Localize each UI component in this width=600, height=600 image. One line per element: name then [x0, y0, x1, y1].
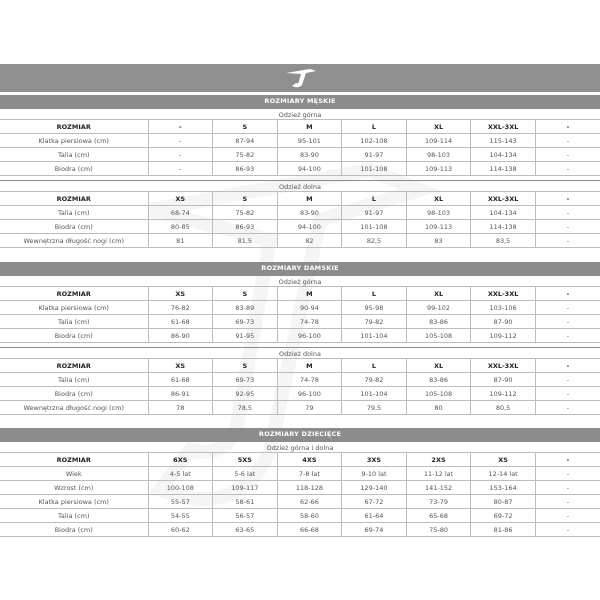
size-header-cell: -	[535, 192, 600, 206]
measure-label: Wewnętrzna długość nogi (cm)	[0, 234, 148, 248]
size-value-cell: 69-73	[213, 373, 278, 387]
size-value-cell: 87-90	[471, 315, 536, 329]
size-value-cell: 114-138	[471, 220, 536, 234]
size-header-cell: XS	[148, 359, 213, 373]
size-header-cell: 4XS	[277, 453, 342, 467]
size-header-cell: XS	[148, 287, 213, 301]
size-header-cell: 6XS	[148, 453, 213, 467]
size-value-cell: 95-98	[342, 301, 407, 315]
size-value-cell: 91-97	[342, 206, 407, 220]
size-value-cell: 129-140	[342, 481, 407, 495]
size-value-cell: -	[535, 467, 600, 481]
men-top-table	[0, 120, 600, 176]
size-value-cell: 96-100	[277, 329, 342, 343]
size-value-cell: -	[535, 373, 600, 387]
size-value-cell: 109-113	[406, 162, 471, 176]
size-value-cell: -	[535, 206, 600, 220]
size-value-cell: 78,5	[213, 401, 278, 415]
size-value-cell: 58-60	[277, 509, 342, 523]
size-value-cell: -	[535, 401, 600, 415]
size-value-cell: 68-74	[148, 206, 213, 220]
size-value-cell: 69-72	[471, 509, 536, 523]
size-value-cell: 82,5	[342, 234, 407, 248]
size-header-cell: S	[213, 120, 278, 134]
size-header-cell: L	[342, 120, 407, 134]
size-value-cell: 101-104	[342, 387, 407, 401]
size-header-cell: M	[277, 120, 342, 134]
table-row	[0, 206, 600, 220]
size-value-cell: 83	[406, 234, 471, 248]
size-header-cell: -	[535, 359, 600, 373]
size-value-cell: 98-103	[406, 148, 471, 162]
table-header-row	[0, 453, 600, 467]
size-value-cell: 75-82	[213, 148, 278, 162]
size-value-cell: 69-74	[342, 523, 407, 537]
size-header-label: ROZMIAR	[0, 120, 148, 134]
size-value-cell: 66-68	[277, 523, 342, 537]
size-value-cell: 80-87	[471, 495, 536, 509]
measure-label: Wewnętrzna długość nogi (cm)	[0, 401, 148, 415]
measure-label: Biodra (cm)	[0, 162, 148, 176]
table-header-row	[0, 287, 600, 301]
women-top-table	[0, 287, 600, 343]
size-header-cell: XXL-3XL	[471, 120, 536, 134]
size-value-cell: 94-100	[277, 162, 342, 176]
size-header-cell: M	[277, 359, 342, 373]
women-bottom-subtitle: Odzież dolna	[0, 347, 600, 359]
size-value-cell: 65-68	[406, 509, 471, 523]
size-value-cell: 75-80	[406, 523, 471, 537]
size-value-cell: 86-93	[213, 162, 278, 176]
size-value-cell: 96-100	[277, 387, 342, 401]
size-header-cell: XL	[406, 120, 471, 134]
size-value-cell: 83-90	[277, 148, 342, 162]
size-value-cell: 153-164	[471, 481, 536, 495]
size-value-cell: -	[148, 148, 213, 162]
size-header-cell: L	[342, 359, 407, 373]
size-value-cell: 105-108	[406, 387, 471, 401]
size-header-cell: XXL-3XL	[471, 359, 536, 373]
size-header-cell: 3XS	[342, 453, 407, 467]
size-value-cell: -	[535, 495, 600, 509]
size-value-cell: 99-102	[406, 301, 471, 315]
size-value-cell: -	[535, 162, 600, 176]
size-value-cell: 79	[277, 401, 342, 415]
size-value-cell: 63-65	[213, 523, 278, 537]
size-value-cell: 69-73	[213, 315, 278, 329]
table-header-row	[0, 120, 600, 134]
measure-label: Wiek	[0, 467, 148, 481]
size-value-cell: 80,5	[471, 401, 536, 415]
measure-label: Talia (cm)	[0, 315, 148, 329]
size-header-cell: L	[342, 192, 407, 206]
men-section-title: ROZMIARY MĘSKIE	[0, 95, 600, 108]
size-value-cell: 115-143	[471, 134, 536, 148]
size-value-cell: 79-82	[342, 373, 407, 387]
size-value-cell: 81,5	[213, 234, 278, 248]
size-value-cell: 109-112	[471, 387, 536, 401]
size-value-cell: 104-134	[471, 148, 536, 162]
size-value-cell: -	[535, 523, 600, 537]
size-value-cell: 109-117	[213, 481, 278, 495]
size-header-cell: XL	[406, 287, 471, 301]
size-value-cell: 12-14 lat	[471, 467, 536, 481]
men-bottom-subtitle: Odzież dolna	[0, 180, 600, 192]
size-value-cell: 109-113	[406, 220, 471, 234]
size-header-label: ROZMIAR	[0, 287, 148, 301]
women-section-title: ROZMIARY DAMSKIE	[0, 262, 600, 275]
size-value-cell: -	[148, 134, 213, 148]
size-value-cell: 101-104	[342, 329, 407, 343]
size-value-cell: 58-61	[213, 495, 278, 509]
size-value-cell: -	[535, 134, 600, 148]
size-header-label: ROZMIAR	[0, 359, 148, 373]
size-header-cell: S	[213, 287, 278, 301]
table-row	[0, 387, 600, 401]
size-value-cell: 92-95	[213, 387, 278, 401]
size-value-cell: -	[535, 387, 600, 401]
size-value-cell: -	[535, 148, 600, 162]
brand-header	[0, 64, 600, 92]
size-header-cell: L	[342, 287, 407, 301]
size-value-cell: 11-12 lat	[406, 467, 471, 481]
size-value-cell: -	[535, 301, 600, 315]
table-row	[0, 162, 600, 176]
size-value-cell: 86-90	[148, 329, 213, 343]
size-value-cell: 78	[148, 401, 213, 415]
size-value-cell: -	[535, 509, 600, 523]
kids-table	[0, 453, 600, 537]
size-value-cell: 5-6 lat	[213, 467, 278, 481]
table-row	[0, 523, 600, 537]
size-value-cell: 83-90	[277, 206, 342, 220]
size-value-cell: -	[148, 162, 213, 176]
women-bottom-table	[0, 359, 600, 415]
table-row	[0, 481, 600, 495]
women-top-subtitle: Odzież górna	[0, 275, 600, 287]
table-header-row	[0, 359, 600, 373]
table-row	[0, 401, 600, 415]
size-value-cell: 87-90	[471, 373, 536, 387]
measure-label: Talia (cm)	[0, 373, 148, 387]
size-value-cell: -	[535, 220, 600, 234]
men-bottom-table	[0, 192, 600, 248]
table-row	[0, 148, 600, 162]
size-value-cell: 82	[277, 234, 342, 248]
size-header-cell: XL	[406, 359, 471, 373]
table-row	[0, 509, 600, 523]
size-value-cell: 74-78	[277, 315, 342, 329]
size-value-cell: 86-91	[148, 387, 213, 401]
size-value-cell: -	[535, 315, 600, 329]
size-value-cell: -	[535, 329, 600, 343]
size-value-cell: 9-10 lat	[342, 467, 407, 481]
size-value-cell: 95-101	[277, 134, 342, 148]
size-header-cell: XXL-3XL	[471, 287, 536, 301]
size-value-cell: 75-82	[213, 206, 278, 220]
kids-section-title: ROZMIARY DZIECIĘCE	[0, 428, 600, 441]
size-value-cell: 118-128	[277, 481, 342, 495]
size-header-cell: M	[277, 192, 342, 206]
size-value-cell: 83-89	[213, 301, 278, 315]
table-row	[0, 234, 600, 248]
size-header-label: ROZMIAR	[0, 453, 148, 467]
size-header-cell: 2XS	[406, 453, 471, 467]
size-value-cell: 83,5	[471, 234, 536, 248]
size-value-cell: 81	[148, 234, 213, 248]
size-header-cell: -	[148, 120, 213, 134]
table-row	[0, 373, 600, 387]
size-value-cell: 79,5	[342, 401, 407, 415]
size-value-cell: 73-79	[406, 495, 471, 509]
size-value-cell: 61-64	[342, 509, 407, 523]
size-value-cell: 80-85	[148, 220, 213, 234]
size-value-cell: -	[535, 481, 600, 495]
size-header-label: ROZMIAR	[0, 192, 148, 206]
size-value-cell: 91-95	[213, 329, 278, 343]
measure-label: Klatka piersiowa (cm)	[0, 134, 148, 148]
size-value-cell: 62-66	[277, 495, 342, 509]
table-header-row	[0, 192, 600, 206]
size-value-cell: 61-68	[148, 315, 213, 329]
size-value-cell: 56-57	[213, 509, 278, 523]
measure-label: Talia (cm)	[0, 509, 148, 523]
size-value-cell: 102-108	[342, 134, 407, 148]
size-value-cell: 87-94	[213, 134, 278, 148]
kids-subtitle: Odzież górna i dolna	[0, 441, 600, 453]
measure-label: Klatka piersiowa (cm)	[0, 495, 148, 509]
size-header-cell: -	[535, 120, 600, 134]
size-value-cell: 101-108	[342, 220, 407, 234]
table-row	[0, 134, 600, 148]
size-value-cell: 60-62	[148, 523, 213, 537]
size-value-cell: 61-68	[148, 373, 213, 387]
size-value-cell: 79-82	[342, 315, 407, 329]
size-value-cell: 98-103	[406, 206, 471, 220]
size-value-cell: 83-86	[406, 315, 471, 329]
size-value-cell: 4-5 lat	[148, 467, 213, 481]
size-value-cell: -	[535, 234, 600, 248]
size-value-cell: 90-94	[277, 301, 342, 315]
size-value-cell: 91-97	[342, 148, 407, 162]
size-value-cell: 109-112	[471, 329, 536, 343]
measure-label: Biodra (cm)	[0, 523, 148, 537]
size-value-cell: 114-138	[471, 162, 536, 176]
measure-label: Talia (cm)	[0, 206, 148, 220]
size-header-cell: -	[535, 453, 600, 467]
size-value-cell: 80	[406, 401, 471, 415]
measure-label: Wzrost (cm)	[0, 481, 148, 495]
size-value-cell: 67-72	[342, 495, 407, 509]
size-value-cell: 101-108	[342, 162, 407, 176]
size-value-cell: 104-134	[471, 206, 536, 220]
size-header-cell: 5XS	[213, 453, 278, 467]
size-header-cell: XXL-3XL	[471, 192, 536, 206]
measure-label: Biodra (cm)	[0, 220, 148, 234]
table-row	[0, 315, 600, 329]
size-value-cell: 103-106	[471, 301, 536, 315]
size-value-cell: 141-152	[406, 481, 471, 495]
measure-label: Biodra (cm)	[0, 329, 148, 343]
size-header-cell: XS	[148, 192, 213, 206]
table-row	[0, 220, 600, 234]
measure-label: Talia (cm)	[0, 148, 148, 162]
size-value-cell: 74-78	[277, 373, 342, 387]
size-value-cell: 76-82	[148, 301, 213, 315]
size-value-cell: 94-100	[277, 220, 342, 234]
size-value-cell: 55-57	[148, 495, 213, 509]
size-header-cell: XS	[471, 453, 536, 467]
size-header-cell: S	[213, 192, 278, 206]
size-header-cell: XL	[406, 192, 471, 206]
size-value-cell: 105-108	[406, 329, 471, 343]
table-row	[0, 467, 600, 481]
size-value-cell: 54-55	[148, 509, 213, 523]
size-header-cell: -	[535, 287, 600, 301]
size-header-cell: S	[213, 359, 278, 373]
size-value-cell: 81-86	[471, 523, 536, 537]
size-value-cell: 86-93	[213, 220, 278, 234]
measure-label: Klatka piersiowa (cm)	[0, 301, 148, 315]
size-value-cell: 83-86	[406, 373, 471, 387]
table-row	[0, 495, 600, 509]
joma-logo-icon	[280, 67, 320, 89]
measure-label: Biodra (cm)	[0, 387, 148, 401]
table-row	[0, 301, 600, 315]
size-value-cell: 100-108	[148, 481, 213, 495]
table-row	[0, 329, 600, 343]
men-top-subtitle: Odzież górna	[0, 108, 600, 120]
size-header-cell: M	[277, 287, 342, 301]
size-value-cell: 7-8 lat	[277, 467, 342, 481]
size-value-cell: 109-114	[406, 134, 471, 148]
